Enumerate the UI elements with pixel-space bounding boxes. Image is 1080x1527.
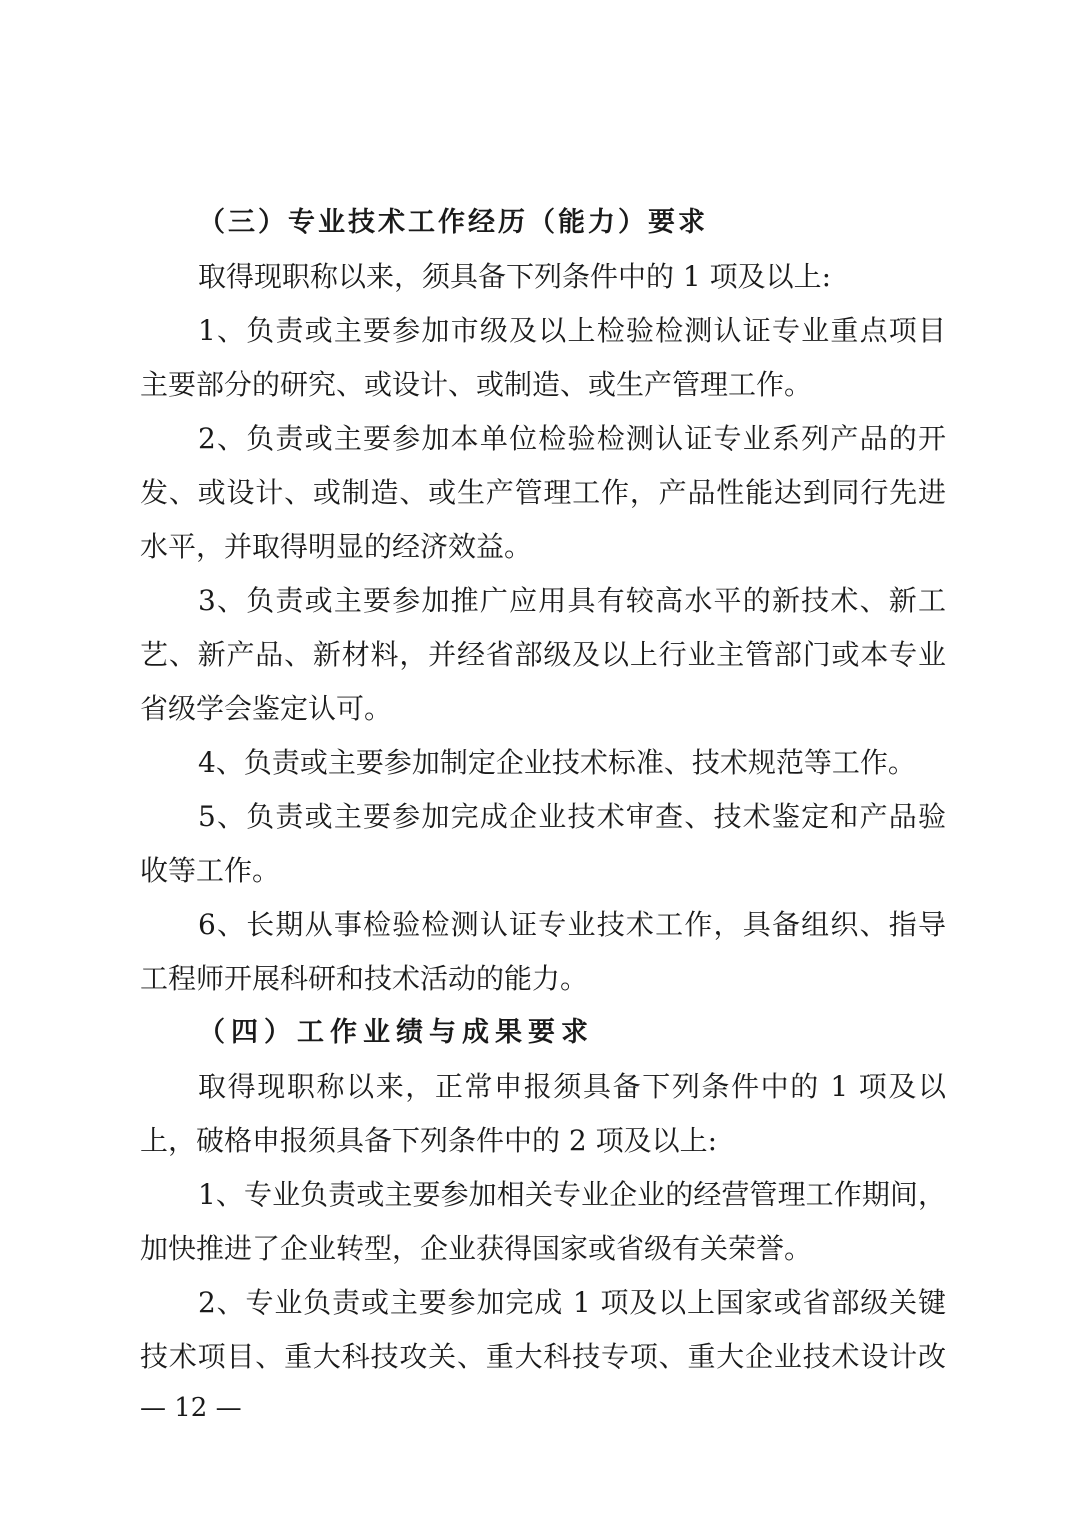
- s4-item1-line1: 1、专业负责或主要参加相关专业企业的经营管理工作期间，: [198, 1178, 946, 1211]
- s4-item2-line2: 技术项目、重大科技攻关、重大科技专项、重大企业技术设计改: [140, 1340, 946, 1373]
- document-body: [140, 196, 946, 1384]
- s4-item2-line1: 2、专业负责或主要参加完成 1 项及以上国家或省部级关键: [198, 1286, 946, 1319]
- s3-item6-line1: 6、长期从事检验检测认证专业技术工作，具备组织、指导: [198, 908, 946, 941]
- s3-item6-line2: 工程师开展科研和技术活动的能力。: [140, 962, 589, 995]
- page-number: — 12 —: [140, 1393, 242, 1423]
- s3-item1-line2: 主要部分的研究、或设计、或制造、或生产管理工作。: [140, 368, 813, 401]
- s3-item3-line3: 省级学会鉴定认可。: [140, 692, 393, 725]
- s4-intro-line1: 取得现职称以来，正常申报须具备下列条件中的 1 项及以: [198, 1070, 946, 1103]
- section-heading-4: （四）工作业绩与成果要求: [198, 1017, 594, 1048]
- s3-item3-line1: 3、负责或主要参加推广应用具有较高水平的新技术、新工: [198, 584, 946, 617]
- section3-intro: 取得现职称以来，须具备下列条件中的 1 项及以上:: [198, 260, 832, 293]
- s4-intro-line2: 上，破格申报须具备下列条件中的 2 项及以上:: [140, 1124, 718, 1157]
- s3-item2-line3: 水平，并取得明显的经济效益。: [140, 530, 533, 563]
- s3-item4-line1: 4、负责或主要参加制定企业技术标准、技术规范等工作。: [198, 746, 916, 779]
- s3-item3-line2: 艺、新产品、新材料，并经省部级及以上行业主管部门或本专业: [140, 638, 946, 671]
- s4-item1-line2: 加快推进了企业转型，企业获得国家或省级有关荣誉。: [140, 1232, 813, 1265]
- s3-item1-line1: 1、负责或主要参加市级及以上检验检测认证专业重点项目: [198, 314, 946, 347]
- s3-item5-line2: 收等工作。: [140, 854, 281, 887]
- s3-item2-line2: 发、或设计、或制造、或生产管理工作，产品性能达到同行先进: [140, 476, 946, 509]
- section-heading-3: （三）专业技术工作经历（能力）要求: [198, 207, 708, 238]
- s3-item2-line1: 2、负责或主要参加本单位检验检测认证专业系列产品的开: [198, 422, 946, 455]
- s3-item5-line1: 5、负责或主要参加完成企业技术审查、技术鉴定和产品验: [198, 800, 946, 833]
